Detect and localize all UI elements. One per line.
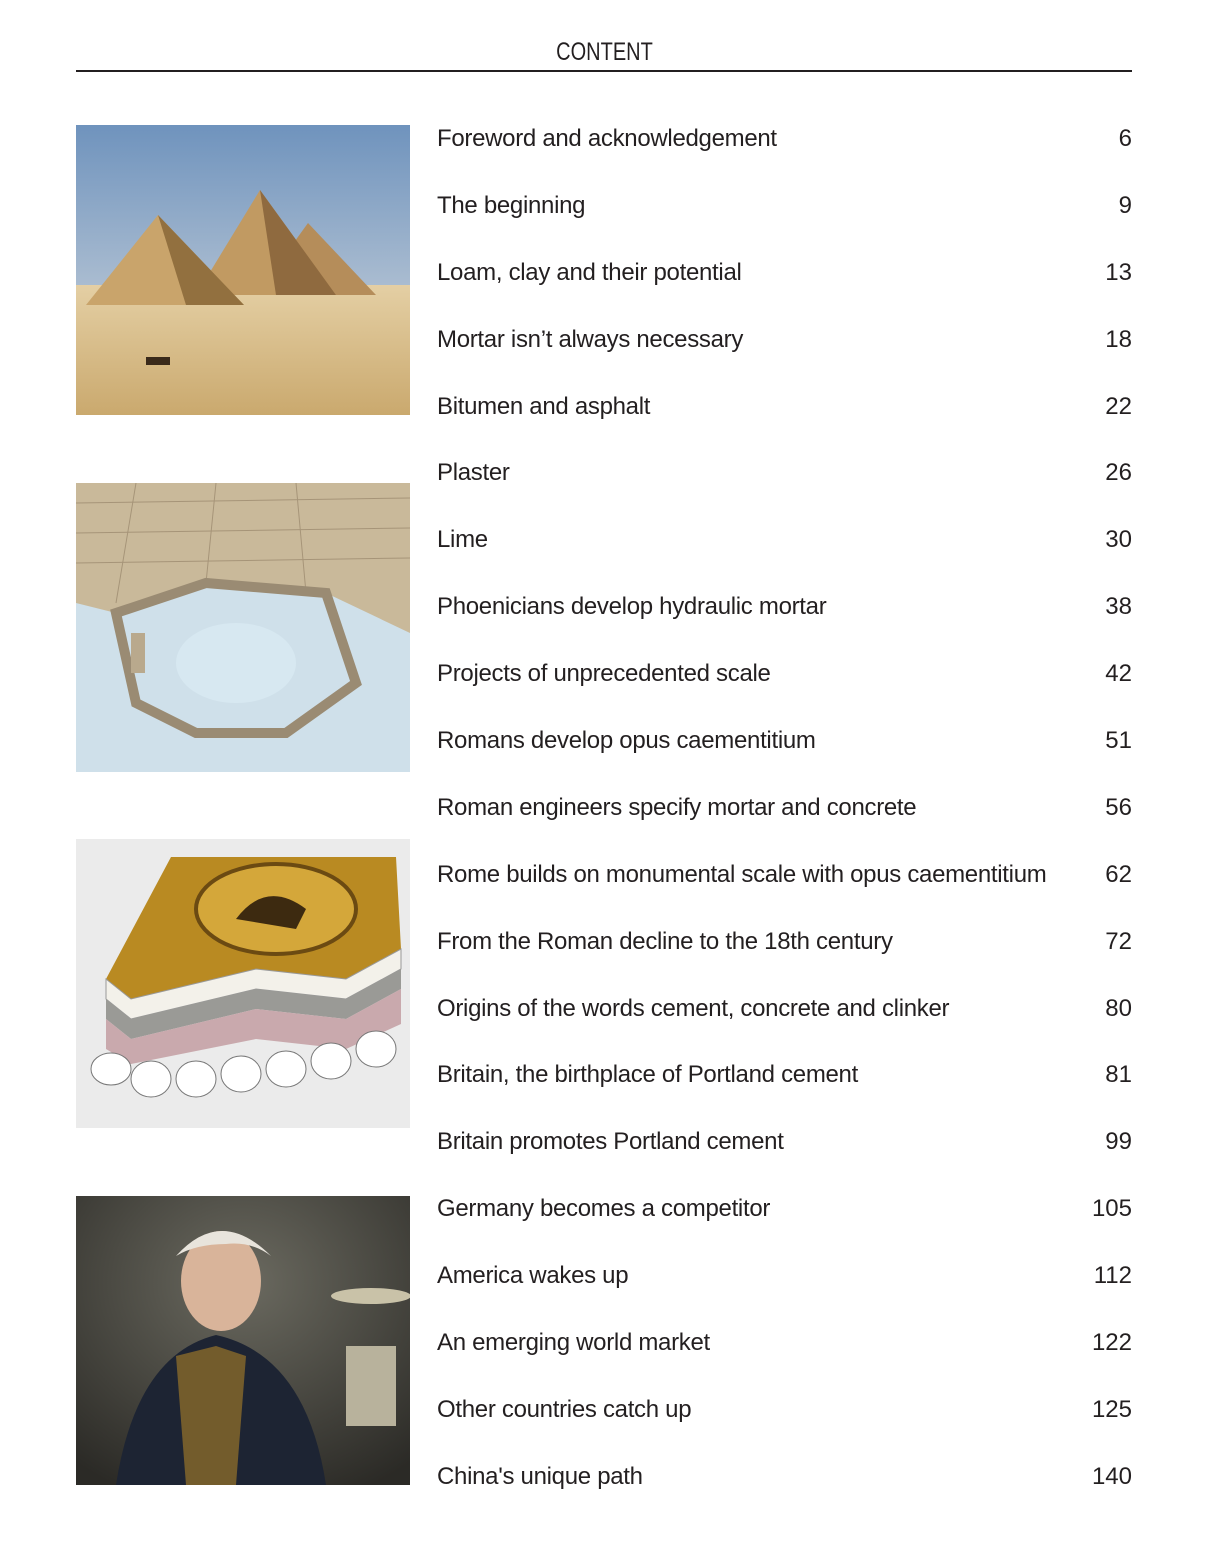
toc-entry-page: 13	[1105, 258, 1132, 286]
toc-entry-page: 9	[1118, 191, 1132, 219]
toc-entry-title: Britain, the birthplace of Portland cement	[437, 1061, 858, 1089]
header-divider	[76, 70, 1132, 72]
toc-entry-title: From the Roman decline to the 18th century	[437, 927, 893, 955]
toc-entry[interactable]	[437, 1123, 1132, 1190]
toc-entry[interactable]	[437, 588, 1132, 655]
toc-entry-page: 26	[1105, 459, 1132, 487]
toc-entry-title: Roman engineers specify mortar and concrete	[437, 793, 917, 821]
toc-entry-page: 125	[1091, 1395, 1132, 1423]
toc-entry-page: 30	[1105, 526, 1132, 554]
toc-entry[interactable]	[437, 1190, 1132, 1257]
toc-entry[interactable]	[437, 856, 1132, 923]
toc-entry[interactable]	[437, 1458, 1132, 1525]
portrait-painting-image	[76, 1196, 410, 1485]
toc-entry-title: Rome builds on monumental scale with opus caementitium	[437, 860, 1047, 888]
toc-entry-page: 99	[1105, 1128, 1132, 1156]
toc-entry-page: 22	[1105, 392, 1132, 420]
toc-entry-title: Mortar isn’t always necessary	[437, 325, 744, 353]
toc-entry[interactable]	[437, 521, 1132, 588]
toc-entry-page: 6	[1118, 125, 1132, 152]
toc-entry[interactable]	[437, 254, 1132, 321]
toc-entry-title: Projects of unprecedented scale	[437, 660, 771, 688]
toc-entry[interactable]	[437, 1056, 1132, 1123]
toc-entry-title: Loam, clay and their potential	[437, 258, 742, 286]
toc-entry-title: Other countries catch up	[437, 1395, 692, 1423]
roman-mosaic-layers-image	[76, 839, 410, 1128]
toc-entry-title: America wakes up	[437, 1262, 629, 1290]
pyramids-image	[76, 125, 410, 415]
toc-entry-page: 105	[1091, 1195, 1132, 1223]
toc-entry[interactable]	[437, 388, 1132, 455]
toc-entry[interactable]	[437, 990, 1132, 1057]
toc-entry[interactable]	[437, 187, 1132, 254]
toc-entry[interactable]	[437, 789, 1132, 856]
toc-entry-page: 81	[1105, 1061, 1132, 1089]
toc-entry-page: 18	[1105, 325, 1132, 353]
toc-entry-page: 72	[1105, 927, 1132, 955]
toc-entry-page: 140	[1091, 1462, 1132, 1490]
toc-entry[interactable]	[437, 923, 1132, 990]
toc-entry-title: Plaster	[437, 459, 510, 487]
toc-entry-title: Germany becomes a competitor	[437, 1195, 771, 1223]
toc-entry-title: Britain promotes Portland cement	[437, 1128, 784, 1156]
toc-entry[interactable]	[437, 655, 1132, 722]
toc-entry-page: 122	[1091, 1329, 1132, 1357]
toc-entry-title: China's unique path	[437, 1462, 643, 1490]
toc-entry[interactable]	[437, 722, 1132, 789]
toc-entry-page: 38	[1105, 593, 1132, 621]
table-of-contents	[437, 120, 1132, 1525]
toc-entry-title: Romans develop opus caementitium	[437, 727, 816, 755]
toc-entry-page: 51	[1105, 727, 1132, 755]
toc-entry-title: The beginning	[437, 191, 586, 219]
toc-entry-page: 112	[1093, 1262, 1132, 1290]
toc-entry[interactable]	[437, 321, 1132, 388]
toc-entry-title: Lime	[437, 526, 488, 554]
toc-entry[interactable]	[437, 120, 1132, 187]
page-title: CONTENT	[556, 38, 653, 66]
toc-entry-page: 42	[1105, 660, 1132, 688]
toc-entry-title: Phoenicians develop hydraulic mortar	[437, 593, 827, 621]
toc-entry-page: 80	[1105, 994, 1132, 1022]
ancient-harbor-city-image	[76, 483, 410, 772]
toc-entry-title: Bitumen and asphalt	[437, 392, 651, 420]
toc-entry[interactable]	[437, 1391, 1132, 1458]
toc-entry[interactable]	[437, 1257, 1132, 1324]
toc-entry-page: 62	[1105, 860, 1132, 888]
toc-entry-title: Foreword and acknowledgement	[437, 125, 777, 152]
toc-entry-page: 56	[1105, 793, 1132, 821]
toc-entry[interactable]	[437, 454, 1132, 521]
toc-entry-title: An emerging world market	[437, 1329, 710, 1357]
toc-entry-title: Origins of the words cement, concrete and clinker	[437, 994, 950, 1022]
toc-entry[interactable]	[437, 1324, 1132, 1391]
